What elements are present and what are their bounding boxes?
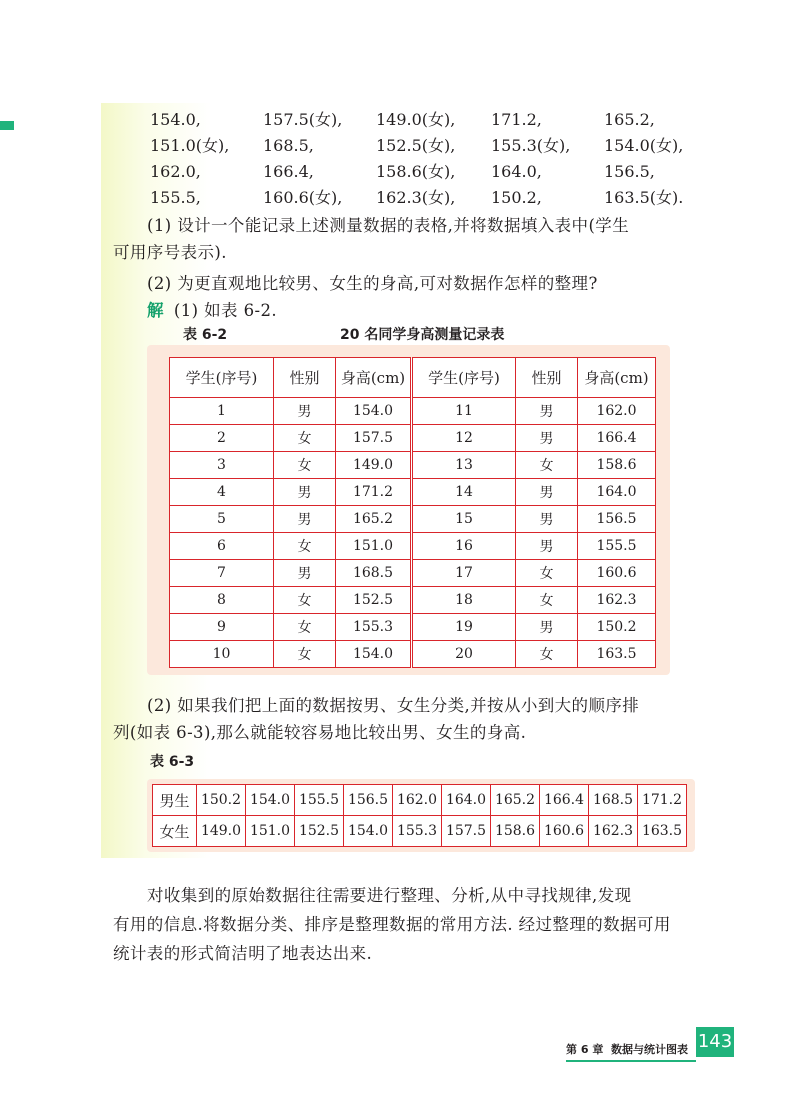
table-cell: 女 [274, 425, 336, 452]
data-value: 154.0, [150, 110, 201, 129]
data-value: 157.5(女), [263, 110, 343, 129]
table-6-2-title: 20 名同学身高测量记录表 [340, 327, 505, 343]
table-cell: 171.2 [336, 479, 412, 506]
table-cell: 162.3 [589, 816, 638, 847]
table-cell: 18 [412, 587, 516, 614]
page-number: 143 [696, 1027, 734, 1057]
chapter-number: 第 6 章 [566, 1043, 604, 1056]
data-value: 155.3(女), [491, 136, 571, 155]
table-cell: 160.6 [578, 560, 656, 587]
table-cell: 162.0 [393, 785, 442, 816]
table-cell: 163.5 [638, 816, 687, 847]
table-cell: 男 [516, 506, 578, 533]
table-cell: 20 [412, 641, 516, 668]
table-cell: 2 [170, 425, 274, 452]
footer-chapter [566, 1043, 688, 1057]
table-cell: 15 [412, 506, 516, 533]
table-6-3-label: 表 6-3 [150, 754, 195, 770]
column-header: 身高(cm) [578, 358, 656, 398]
solution-2-line-1: (2) 如果我们把上面的数据按男、女生分类,并按从小到大的顺序排 [147, 696, 640, 715]
table-cell: 163.5 [578, 641, 656, 668]
question-2: (2) 为更直观地比较男、女生的身高,可对数据作怎样的整理? [147, 274, 598, 293]
table-cell: 166.4 [578, 425, 656, 452]
table-row [170, 587, 656, 614]
table-cell: 164.0 [578, 479, 656, 506]
table-cell: 男 [274, 479, 336, 506]
question-1-line-1: (1) 设计一个能记录上述测量数据的表格,并将数据填入表中(学生 [147, 216, 630, 235]
column-header: 学生(序号) [412, 358, 516, 398]
table-cell: 168.5 [589, 785, 638, 816]
table-cell: 155.3 [393, 816, 442, 847]
table-cell: 149.0 [197, 816, 246, 847]
data-value: 160.6(女), [263, 188, 343, 207]
table-cell: 155.3 [336, 614, 412, 641]
table-row [170, 479, 656, 506]
data-value: 162.0, [150, 162, 201, 181]
table-cell: 154.0 [336, 398, 412, 425]
chapter-edge-tab [0, 121, 14, 130]
table-row-girls [153, 816, 687, 847]
table-cell: 1 [170, 398, 274, 425]
table-cell: 男 [274, 560, 336, 587]
data-value: 156.5, [604, 162, 655, 181]
data-value: 165.2, [604, 110, 655, 129]
table-cell: 151.0 [246, 816, 295, 847]
data-value: 151.0(女), [150, 136, 230, 155]
summary-line-1: 对收集到的原始数据往往需要进行整理、分析,从中寻找规律,发现 [147, 886, 632, 905]
column-header: 性别 [516, 358, 578, 398]
table-cell: 7 [170, 560, 274, 587]
table-cell: 165.2 [336, 506, 412, 533]
table-6-3 [152, 784, 687, 847]
table-cell: 154.0 [344, 816, 393, 847]
table-cell: 156.5 [344, 785, 393, 816]
table-cell: 男 [516, 479, 578, 506]
row-label: 女生 [153, 816, 197, 847]
table-cell: 男 [516, 533, 578, 560]
table-cell: 4 [170, 479, 274, 506]
chapter-title: 数据与统计图表 [611, 1043, 688, 1056]
data-value: 150.2, [491, 188, 542, 207]
table-cell: 158.6 [578, 452, 656, 479]
table-row [170, 452, 656, 479]
table-cell: 162.3 [578, 587, 656, 614]
data-value: 168.5, [263, 136, 314, 155]
table-cell: 13 [412, 452, 516, 479]
data-value: 171.2, [491, 110, 542, 129]
table-cell: 女 [274, 452, 336, 479]
data-value: 166.4, [263, 162, 314, 181]
table-cell: 157.5 [336, 425, 412, 452]
solution-label: 解 [147, 301, 164, 320]
table-cell: 3 [170, 452, 274, 479]
table-cell: 165.2 [491, 785, 540, 816]
column-header: 身高(cm) [336, 358, 412, 398]
table-cell: 162.0 [578, 398, 656, 425]
table-6-2 [169, 357, 656, 668]
table-cell: 149.0 [336, 452, 412, 479]
solution-1-text: (1) 如表 6-2. [173, 301, 277, 320]
table-cell: 14 [412, 479, 516, 506]
table-cell: 155.5 [578, 533, 656, 560]
solution-2-line-2: 列(如表 6-3),那么就能较容易地比较出男、女生的身高. [113, 723, 527, 742]
data-value: 158.6(女), [376, 162, 456, 181]
row-label: 男生 [153, 785, 197, 816]
table-cell: 154.0 [246, 785, 295, 816]
table-cell: 男 [274, 506, 336, 533]
table-cell: 150.2 [197, 785, 246, 816]
data-value: 163.5(女). [604, 188, 684, 207]
table-cell: 女 [274, 641, 336, 668]
data-value: 152.5(女), [376, 136, 456, 155]
table-row [170, 641, 656, 668]
table-cell: 10 [170, 641, 274, 668]
table-cell: 154.0 [336, 641, 412, 668]
table-cell: 151.0 [336, 533, 412, 560]
table-cell: 11 [412, 398, 516, 425]
table-cell: 女 [516, 560, 578, 587]
table-cell: 19 [412, 614, 516, 641]
data-value: 149.0(女), [376, 110, 456, 129]
table-cell: 155.5 [295, 785, 344, 816]
table-cell: 17 [412, 560, 516, 587]
table-row [170, 506, 656, 533]
table-cell: 16 [412, 533, 516, 560]
table-cell: 166.4 [540, 785, 589, 816]
table-cell: 150.2 [578, 614, 656, 641]
data-value: 164.0, [491, 162, 542, 181]
table-row [170, 560, 656, 587]
summary-line-3: 统计表的形式简洁明了地表达出来. [113, 944, 373, 963]
data-value: 155.5, [150, 188, 201, 207]
table-cell: 157.5 [442, 816, 491, 847]
table-cell: 9 [170, 614, 274, 641]
table-cell: 168.5 [336, 560, 412, 587]
data-value: 162.3(女), [376, 188, 456, 207]
table-cell: 男 [516, 398, 578, 425]
table-cell: 160.6 [540, 816, 589, 847]
table-row [170, 614, 656, 641]
summary-line-2: 有用的信息.将数据分类、排序是整理数据的常用方法. 经过整理的数据可用 [113, 915, 671, 934]
table-row [170, 398, 656, 425]
table-cell: 男 [274, 398, 336, 425]
table-cell: 158.6 [491, 816, 540, 847]
table-cell: 152.5 [295, 816, 344, 847]
table-cell: 女 [274, 587, 336, 614]
table-cell: 女 [274, 533, 336, 560]
table-row-boys [153, 785, 687, 816]
table-cell: 8 [170, 587, 274, 614]
data-value: 154.0(女), [604, 136, 684, 155]
table-cell: 女 [274, 614, 336, 641]
table-cell: 164.0 [442, 785, 491, 816]
table-6-2-label: 表 6-2 [183, 327, 228, 343]
table-cell: 5 [170, 506, 274, 533]
table-cell: 女 [516, 641, 578, 668]
table-cell: 171.2 [638, 785, 687, 816]
column-header: 学生(序号) [170, 358, 274, 398]
table-row [170, 425, 656, 452]
table-cell: 男 [516, 614, 578, 641]
table-cell: 156.5 [578, 506, 656, 533]
column-header: 性别 [274, 358, 336, 398]
table-cell: 12 [412, 425, 516, 452]
question-1-line-2: 可用序号表示). [113, 243, 227, 262]
table-row [170, 533, 656, 560]
table-cell: 6 [170, 533, 274, 560]
table-header-row [170, 358, 656, 398]
solution-1 [147, 298, 277, 324]
footer-rule [566, 1060, 696, 1062]
table-cell: 女 [516, 452, 578, 479]
table-cell: 男 [516, 425, 578, 452]
table-cell: 女 [516, 587, 578, 614]
table-cell: 152.5 [336, 587, 412, 614]
